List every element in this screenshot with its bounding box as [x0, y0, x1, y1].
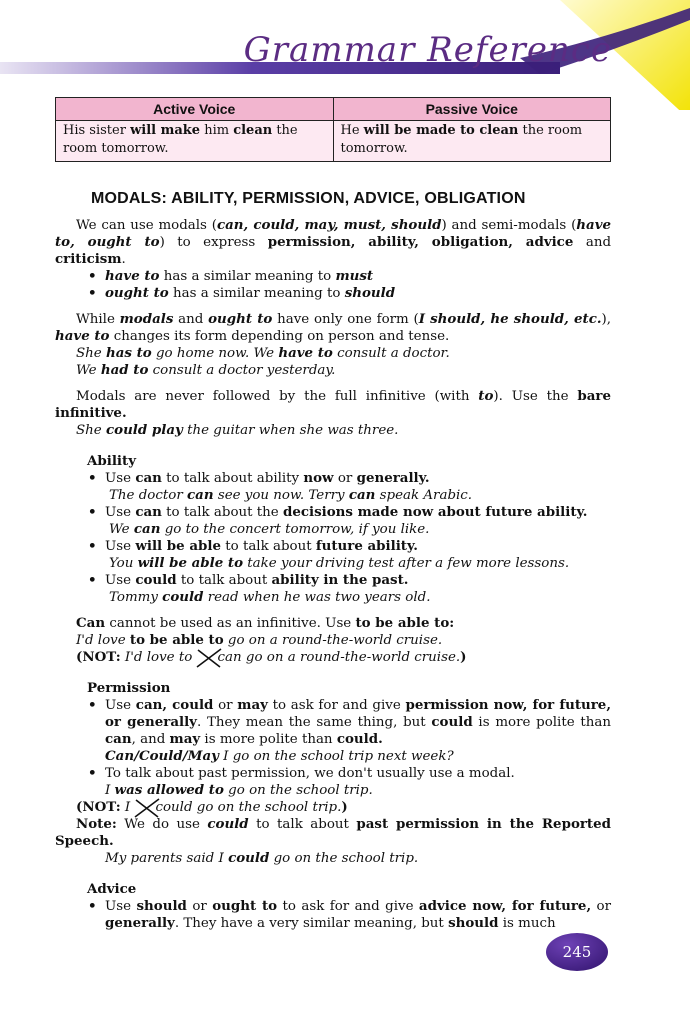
- example-sentence: The doctor can see you now. Terry can speak Arabic.: [109, 487, 473, 503]
- cross-out-mark-icon: [195, 647, 223, 669]
- example-sentence: Tommy could read when he was two years old.: [109, 589, 431, 605]
- example-sentence: My parents said I could go on the school trip.: [105, 850, 419, 866]
- cross-out-mark-icon: [132, 797, 160, 819]
- list-item: • ought to has a similar meaning to should: [55, 285, 611, 302]
- incorrect-example: (NOT: I'd love to can go on a round-the-world cruise.): [55, 649, 611, 666]
- section-heading: MODALS: ABILITY, PERMISSION, ADVICE, OBLIGATION: [91, 190, 526, 207]
- passive-voice-header: Passive Voice: [333, 98, 611, 121]
- example-sentence: I was allowed to go on the school trip.: [105, 782, 373, 798]
- list-item: • To talk about past permission, we don't usually use a modal.: [55, 765, 611, 782]
- reported-speech-note: Note: We do use could to talk about past permission in the Reported Speech.: [55, 816, 611, 849]
- grammar-content: [55, 188, 611, 932]
- passive-voice-cell: He will be made to clean the room tomorrow.: [333, 121, 611, 162]
- infinitive-note: Can cannot be used as an infinitive. Use to be able to:: [76, 615, 455, 631]
- active-voice-cell: His sister will make him clean the room tomorrow.: [56, 121, 334, 162]
- intro-paragraph: We can use modals (can, could, may, must, should) and semi-modals (have to, ought to) to express permission, ability, obligation, advice and criticism.: [55, 217, 612, 267]
- list-item: • Use can to talk about ability now or generally.: [55, 470, 611, 487]
- example-sentence: Can/Could/May I go on the school trip next week?: [105, 748, 454, 764]
- permission-subheading: Permission: [87, 680, 171, 696]
- example-sentence: You will be able to take your driving test after a few more lessons.: [109, 555, 570, 571]
- list-item: • Use can, could or may to ask for and give permission now, for future, or generally. They mean the same thing, but could is more polite than can, and may is more polite than could.: [55, 697, 611, 748]
- example-sentence: I'd love to be able to go on a round-the-world cruise.: [76, 632, 443, 648]
- incorrect-example: (NOT: I could go on the school trip.): [55, 799, 611, 816]
- page-header-title: Grammar Reference: [243, 30, 612, 70]
- page-number-badge: [545, 932, 609, 972]
- list-item: • have to has a similar meaning to must: [55, 268, 611, 285]
- example-sentence: We had to consult a doctor yesterday.: [76, 362, 336, 378]
- voice-table: [55, 97, 611, 162]
- semi-modal-list: [55, 268, 611, 302]
- ability-list: [55, 470, 611, 606]
- advice-subheading: Advice: [87, 881, 137, 897]
- list-item: • Use could to talk about ability in the past.: [55, 572, 611, 589]
- active-voice-header: Active Voice: [56, 98, 334, 121]
- permission-list: [55, 697, 611, 799]
- example-sentence: She could play the guitar when she was three.: [76, 422, 399, 438]
- list-item: • Use will be able to talk about future ability.: [55, 538, 611, 555]
- example-sentence: We can go to the concert tomorrow, if you like.: [109, 521, 430, 537]
- infinitive-paragraph: Modals are never followed by the full infinitive (with to). Use the bare infinitive.: [55, 388, 611, 421]
- list-item: • Use should or ought to to ask for and give advice now, for future, or generally. They have a very similar meaning, but should is much: [55, 898, 611, 932]
- modal-forms-paragraph: While modals and ought to have only one form (I should, he should, etc.), have to changes its form depending on person and tense.: [55, 311, 611, 344]
- page-number: 245: [562, 943, 592, 961]
- ability-subheading: Ability: [87, 453, 136, 469]
- advice-list: [55, 898, 611, 932]
- list-item: • Use can to talk about the decisions made now about future ability.: [55, 504, 611, 521]
- example-sentence: She has to go home now. We have to consult a doctor.: [76, 345, 450, 361]
